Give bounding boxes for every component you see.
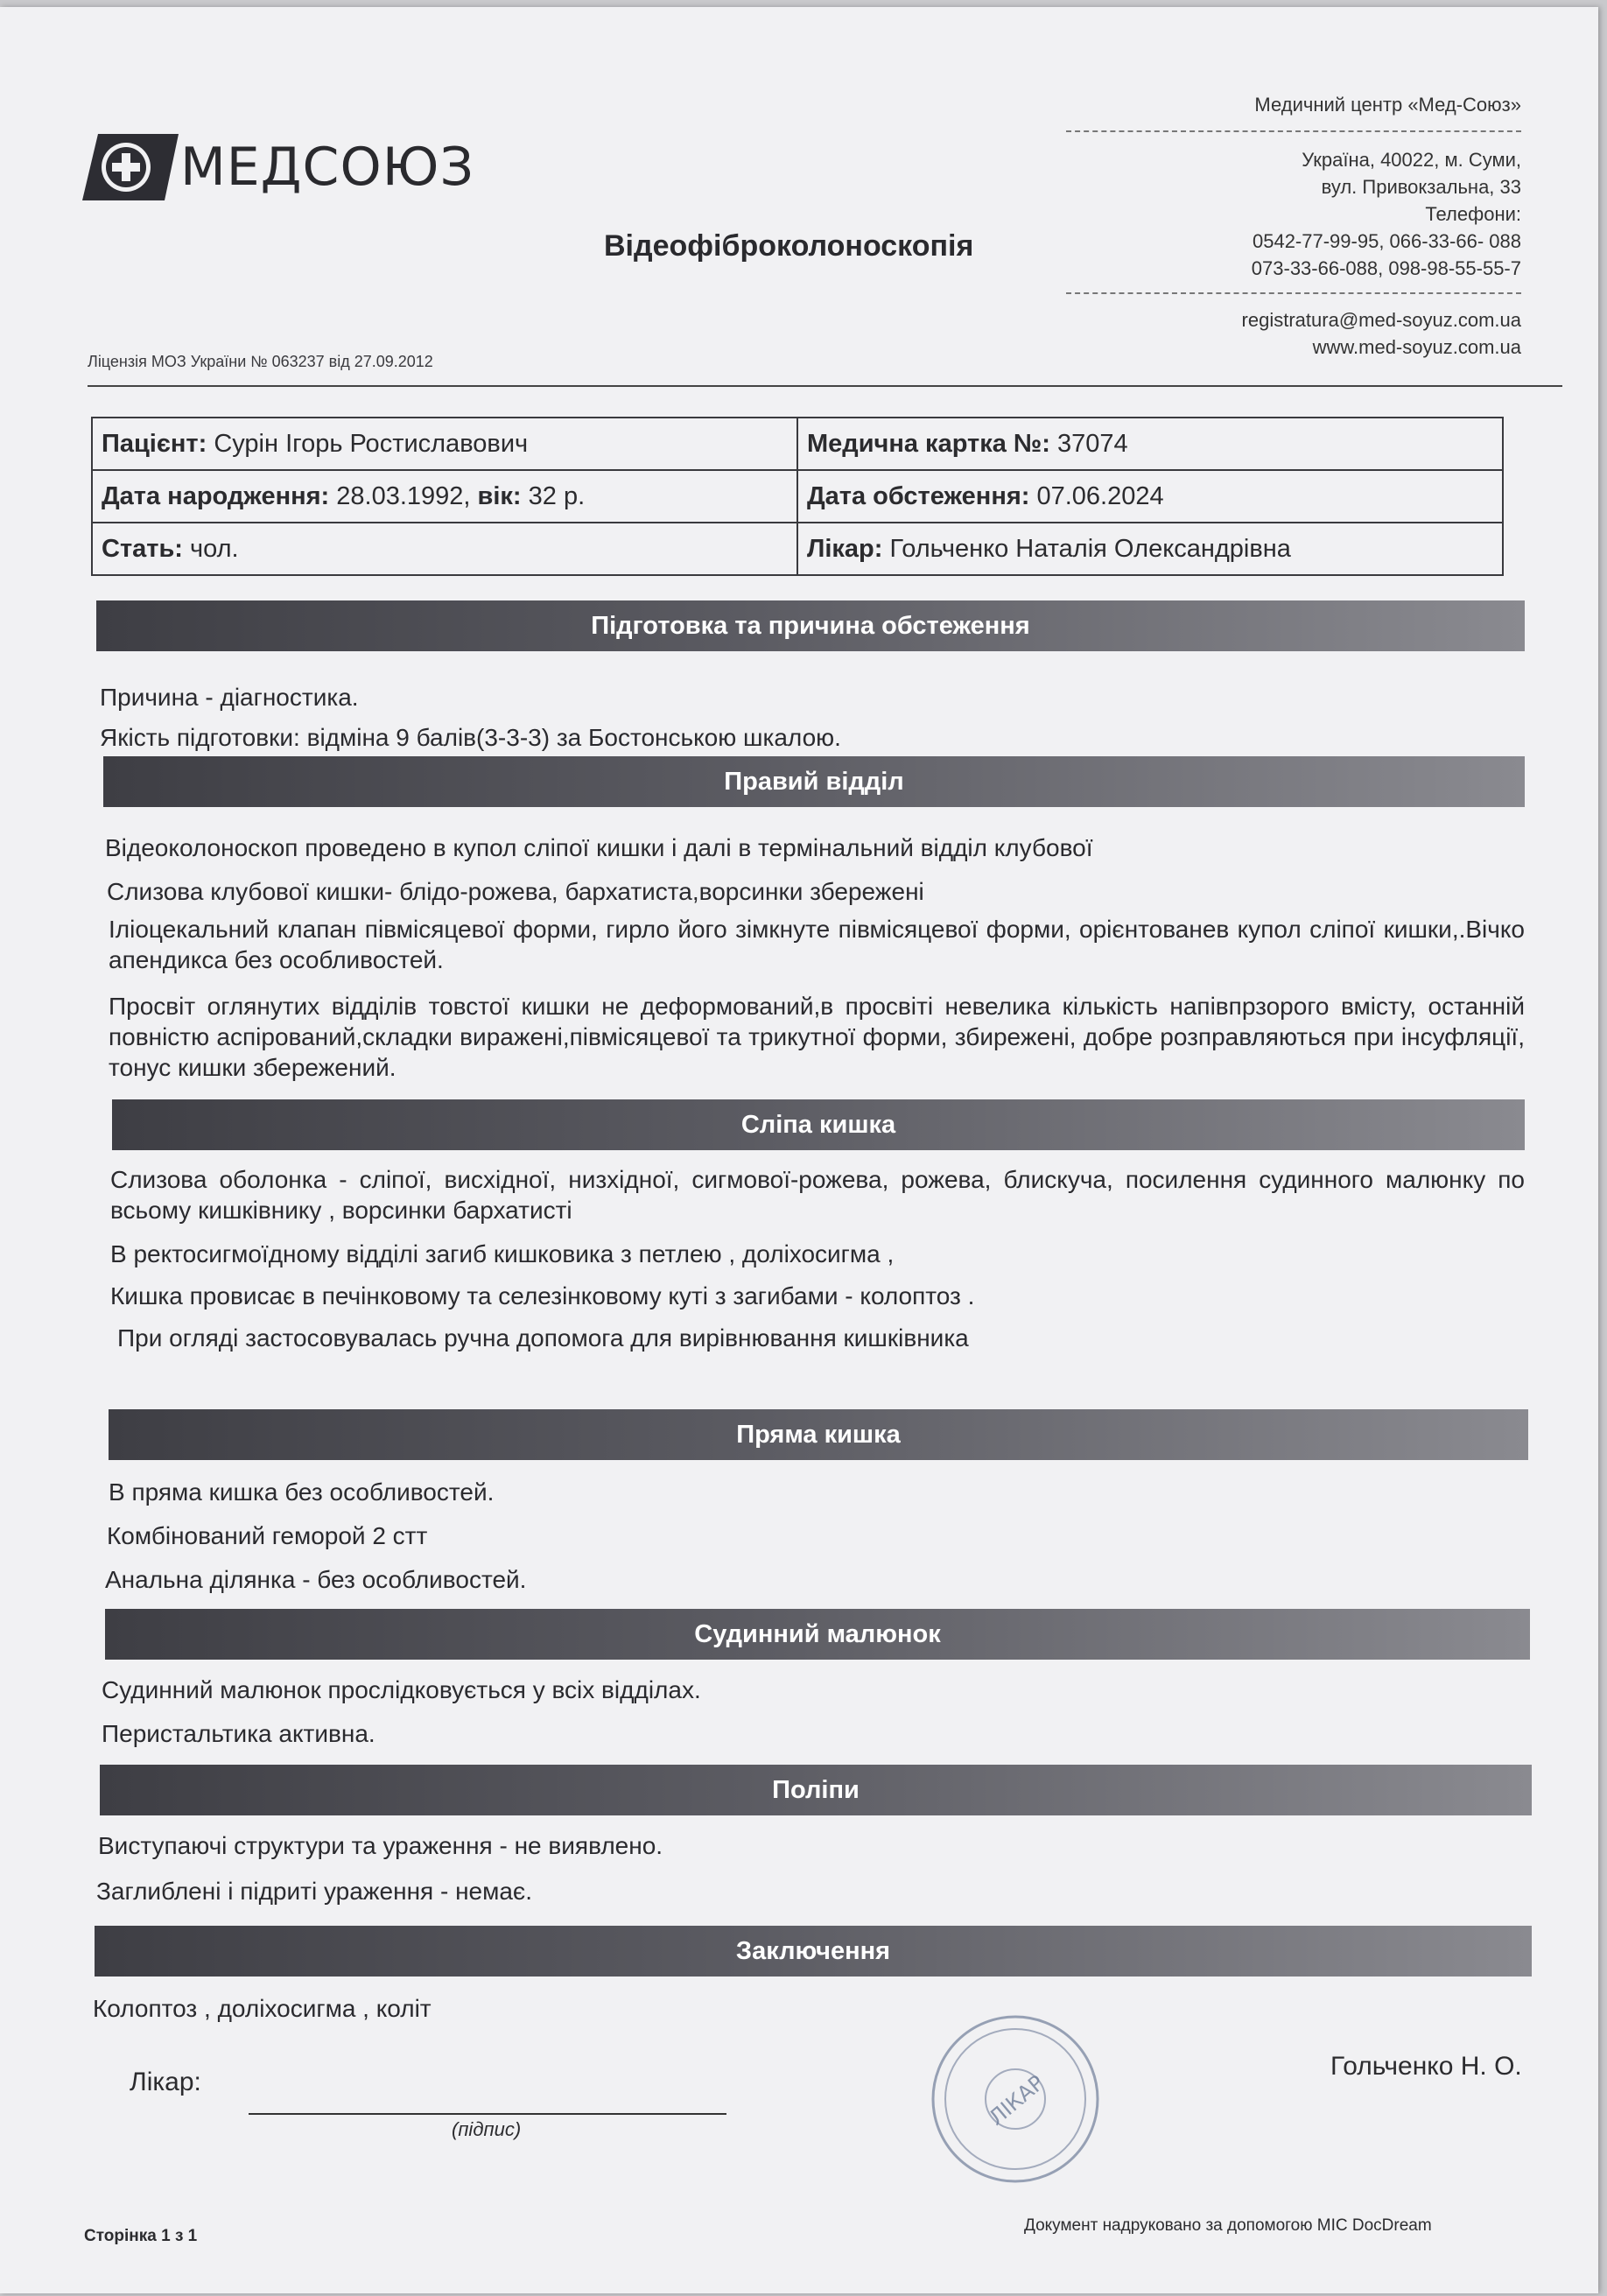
medical-cross-logo-icon bbox=[81, 132, 179, 202]
age-value: 32 р. bbox=[528, 481, 586, 510]
clinic-email: registratura@med-soyuz.com.ua bbox=[1241, 309, 1521, 331]
page-number: Сторінка 1 з 1 bbox=[84, 2227, 198, 2245]
text-paragraph: Просвіт оглянутих відділів товстої кишки не деформований,в просвіті невелика кількість напівпрзорого вмісту, останній повністю аспірований,складки виражені,півмісяцевої та трикутної форми, збирежені, добре розправляються при інсуфляції, тонус кишки збережений. bbox=[109, 993, 1525, 1081]
text-line: Колоптоз , доліхосигма , коліт bbox=[93, 1995, 432, 2022]
doctor-cell bbox=[797, 523, 1503, 575]
text-line: Якість підготовки: відміна 9 балів(3-3-3) за Бостонською шкалою. bbox=[100, 724, 841, 751]
doctor-stamp-icon bbox=[928, 2012, 1103, 2187]
card-number-value: 37074 bbox=[1056, 429, 1128, 458]
sex-cell bbox=[92, 523, 797, 575]
age-label: вік: bbox=[477, 481, 522, 510]
clinic-phones-label: Телефони: bbox=[1425, 203, 1521, 225]
section-header-right-colon: Правий відділ bbox=[103, 756, 1525, 807]
card-number-label: Медична картка №: bbox=[807, 429, 1050, 458]
clinic-phones-line2: 073-33-66-088, 098-98-55-55-7 bbox=[1251, 257, 1521, 279]
doctor-short-name: Гольченко Н. О. bbox=[1330, 2052, 1522, 2081]
section-header-vascular: Судинний малюнок bbox=[105, 1609, 1530, 1660]
birth-date-label: Дата народження: bbox=[102, 481, 330, 510]
text-line: Виступаючі структури та ураження - не виявлено. bbox=[98, 1832, 663, 1859]
section-header-cecum: Сліпа кишка bbox=[112, 1099, 1525, 1150]
brand-name: МЕДСОЮЗ bbox=[180, 137, 474, 198]
text-line: Причина - діагностика. bbox=[100, 684, 359, 711]
clinic-address-line1: Україна, 40022, м. Суми, bbox=[1302, 149, 1521, 171]
brand-logo bbox=[81, 131, 474, 203]
birth-date-value: 28.03.1992, bbox=[336, 481, 471, 510]
text-line: В пряма кишка без особливостей. bbox=[109, 1478, 495, 1506]
patient-name-cell bbox=[92, 418, 797, 470]
text-line: Судинний малюнок прослідковується у всіх відділах. bbox=[102, 1676, 701, 1703]
text-line: Комбінований геморой 2 стт bbox=[107, 1522, 428, 1549]
section-header-rectum: Пряма кишка bbox=[109, 1409, 1528, 1460]
text-line: Кишка провисає в печінковому та селезінковому куті з загибами - колоптоз . bbox=[110, 1282, 975, 1309]
clinic-contacts bbox=[1066, 91, 1521, 361]
clinic-name: Медичний центр «Мед-Союз» bbox=[1254, 94, 1521, 116]
section-header-preparation: Підготовка та причина обстеження bbox=[96, 600, 1525, 651]
text-line: Заглиблені і підриті ураження - немає. bbox=[96, 1878, 532, 1905]
text-line: Анальна ділянка - без особливостей. bbox=[105, 1566, 527, 1593]
exam-date-label: Дата обстеження: bbox=[807, 481, 1030, 510]
patient-name-value: Сурін Ігорь Ростиславович bbox=[214, 429, 529, 458]
clinic-website: www.med-soyuz.com.ua bbox=[1312, 336, 1521, 358]
text-line: Відеоколоноскоп проведено в купол сліпої кишки і далі в термінальний відділ клубової bbox=[105, 834, 1093, 861]
text-line: Слизова клубової кишки- блідо-рожева, бархатиста,ворсинки збережені bbox=[107, 878, 924, 905]
header-divider bbox=[88, 385, 1562, 387]
text-line: При огляді застосовувалась ручна допомога для вирівнювання кишківника bbox=[117, 1324, 969, 1352]
clinic-phones-line1: 0542-77-99-95, 066-33-66- 088 bbox=[1252, 230, 1521, 252]
section-header-polyps: Поліпи bbox=[100, 1765, 1532, 1815]
signature-line bbox=[249, 2113, 726, 2115]
doctor-label: Лікар: bbox=[807, 534, 883, 563]
birth-date-cell bbox=[92, 470, 797, 523]
card-number-cell bbox=[797, 418, 1503, 470]
stamp-text: ЛІКАР bbox=[984, 2070, 1049, 2131]
text-paragraph: Слизова оболонка - сліпої, висхідної, низхідної, сигмової-рожева, рожева, блискуча, посилення судинного малюнку по всьому кишківнику , ворсинки бархатисті bbox=[110, 1166, 1525, 1224]
document-title: Відеофіброколоноскопія bbox=[604, 229, 974, 263]
license-text: Ліцензія МОЗ України № 063237 від 27.09.2012 bbox=[88, 353, 433, 370]
patient-name-label: Пацієнт: bbox=[102, 429, 207, 458]
text-line: Перистальтика активна. bbox=[102, 1720, 375, 1747]
section-header-conclusion: Заключення bbox=[95, 1926, 1532, 1977]
exam-date-cell bbox=[797, 470, 1503, 523]
sex-value: чол. bbox=[190, 534, 239, 563]
doctor-value: Гольченко Наталія Олександрівна bbox=[889, 534, 1291, 563]
signature-caption: (підпис) bbox=[452, 2118, 522, 2140]
clinic-address-line2: вул. Привокзальна, 33 bbox=[1321, 176, 1521, 198]
divider bbox=[1066, 292, 1521, 294]
signature-label: Лікар: bbox=[130, 2068, 201, 2096]
exam-date-value: 07.06.2024 bbox=[1036, 481, 1164, 510]
patient-info-table bbox=[91, 417, 1504, 576]
printed-by-note: Документ надруковано за допомогою МІС DocDream bbox=[1024, 2216, 1432, 2235]
divider bbox=[1066, 130, 1521, 132]
text-paragraph: Іліоцекальний клапан півмісяцевої форми, гирло його зімкнуте півмісяцевої форми, орієнтованев купол сліпої кишки,.Вічко апендикса без особливостей. bbox=[109, 916, 1525, 973]
sex-label: Стать: bbox=[102, 534, 183, 563]
text-line: В ректосигмоїдному відділі загиб кишковика з петлею , доліхосигма , bbox=[110, 1240, 895, 1267]
document-page bbox=[0, 7, 1598, 2293]
